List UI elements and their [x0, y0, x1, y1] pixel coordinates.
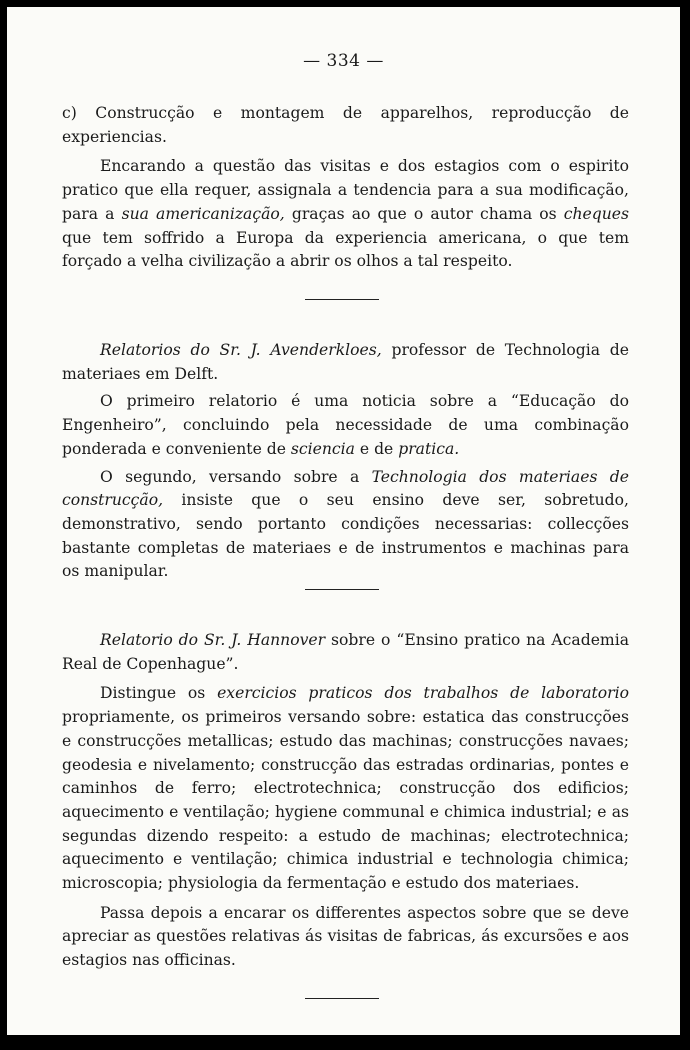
section-3-paragraph-1: Distingue os exercicios praticos dos trabalhos de laboratorio propriamente, os primeiros versando sobre: estatica das construcções e construcções metallicas; estudo das machinas; construcções navaes; geodesia e nivelamento; construcção das estradas ordinarias, pontes e caminhos de ferro; electrotechnica; construcção dos edificios; aquecimento e ventilação; hygiene communal e chimica industrial; e as segundas dizendo respeito: a estudo de machinas; electrotechnica; aquecimento e ventilação; chimica industrial e technologia chimica; microscopia; physiologia da fermentação e estudo dos materiaes.	[62, 684, 629, 893]
section-3	[62, 629, 629, 973]
book-page	[7, 7, 680, 1035]
section-2	[62, 339, 629, 584]
section-2-heading: Relatorios do Sr. J. Avenderkloes, professor de Technologia de materiaes em Delft.	[62, 341, 629, 383]
section-divider	[305, 589, 379, 590]
section-3-paragraph-2: Passa depois a encarar os differentes aspectos sobre que se deve apreciar as questões relativas ás visitas de fabricas, ás excursões e aos estagios nas officinas.	[62, 903, 629, 970]
section-2-paragraph-2: O segundo, versando sobre a Technologia dos materiaes de construcção, insiste que o seu ensino deve ser, sobretudo, demonstrativo, sendo portanto condições necessarias: collecções bastante completas de materiaes e de instrumentos e machinas para os manipular.	[62, 467, 629, 581]
section-3-heading: Relatorio do Sr. J. Hannover sobre o “Ensino pratico na Academia Real de Copenhague”.	[62, 631, 629, 673]
section-1	[62, 102, 629, 274]
section-2-paragraph-1: O primeiro relatorio é uma noticia sobre a “Educação do Engenheiro”, concluindo pela necessidade de uma combinação ponderada e conveniente de sciencia e de pratica.	[62, 392, 629, 458]
section-1-paragraph-2: Encarando a questão das visitas e dos estagios com o espirito pratico que ella requer, assignala a tendencia para a sua modificação, para a sua americanização, graças ao que o autor chama os cheques que tem soffrido a Europa da experiencia americana, o que tem forçado a velha civilização a abrir os olhos a tal respeito.	[62, 157, 629, 271]
section-divider	[305, 299, 379, 300]
page-number: — 334 —	[303, 51, 384, 71]
section-divider	[305, 998, 379, 999]
section-1-paragraph-1: c) Construcção e montagem de apparelhos, reproducção de experiencias.	[62, 104, 629, 146]
